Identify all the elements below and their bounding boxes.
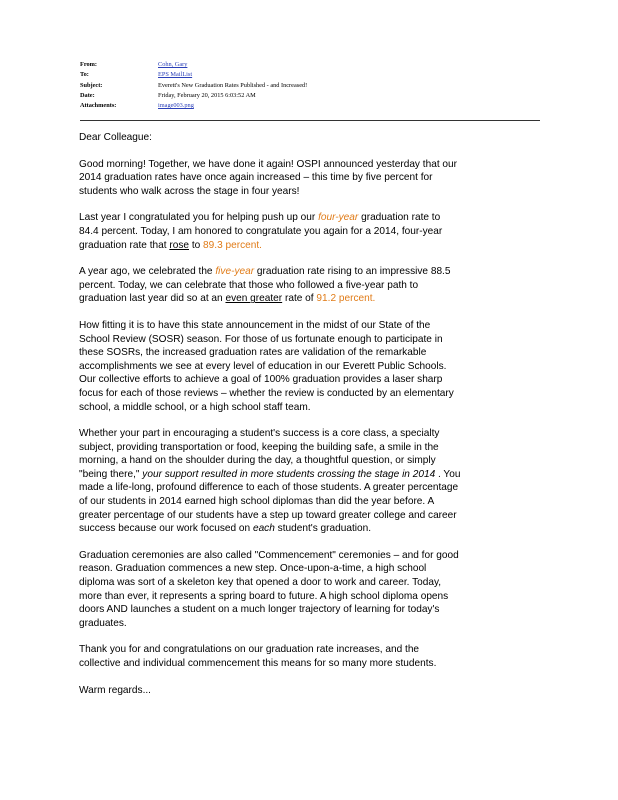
text-line: students who walk across the stage in four years! bbox=[79, 185, 300, 197]
text-line: Thank you for and congratulations on our graduation rate increases, and the bbox=[79, 644, 420, 656]
subject-row bbox=[80, 81, 540, 91]
highlight-five-year: five-year bbox=[215, 266, 255, 278]
text-line: 84.4 percent. Today, I am honored to congratulate you again for a 2014, four-year bbox=[79, 225, 443, 237]
highlight-four-year: four-year bbox=[318, 212, 359, 224]
text-run: graduation last year did so at an bbox=[79, 293, 223, 305]
text-line: School Review (SOSR) season. For those of us fortunate enough to participate in bbox=[79, 333, 443, 345]
text-line: focus for each of those reviews – whether the review is conducted by an elementary bbox=[79, 387, 454, 399]
text-line: Graduation ceremonies are also called "Commencement" ceremonies – and for good bbox=[79, 549, 459, 561]
salutation-text: Dear Colleague: bbox=[79, 132, 152, 143]
subject-value: Everett's New Graduation Rates Published - and Increased! bbox=[158, 81, 308, 89]
text-run: rate of bbox=[284, 293, 314, 305]
text-line: more than ever, it represents a spring board to future. A high school diploma opens bbox=[79, 590, 449, 602]
text-line: of our students in 2014 earned high school diplomas than did the year before. A bbox=[79, 496, 435, 508]
highlight-rate-89: 89.3 percent. bbox=[203, 239, 262, 251]
letter-body bbox=[79, 131, 541, 710]
paragraph-1 bbox=[79, 158, 541, 199]
paragraph-2 bbox=[79, 211, 541, 252]
text-line: school, a middle school, or a high school staff team. bbox=[79, 401, 311, 413]
paragraph-4 bbox=[79, 319, 541, 414]
text-line: greater percentage of our students have a step up toward greater college and career bbox=[79, 509, 457, 521]
paragraph-5 bbox=[79, 427, 541, 536]
text-run: graduation rate rising to an impressive 88.5 bbox=[256, 266, 451, 278]
text-line bbox=[79, 292, 541, 306]
text-line bbox=[79, 239, 541, 253]
text-line: 2014 graduation rates have once again increased – this time by five percent for bbox=[79, 172, 433, 184]
underlined-even-greater: even greater bbox=[225, 293, 283, 305]
text-line: Good morning! Together, we have done it again! OSPI announced yesterday that our bbox=[79, 158, 458, 170]
from-link[interactable]: Cohn, Gary bbox=[158, 61, 188, 68]
to-link[interactable]: EPS MailList bbox=[158, 71, 193, 79]
text-line: Our collective efforts to achieve a goal of 100% graduation provides a laser sharp bbox=[79, 374, 443, 386]
text-line: morning, a hand on the shoulder during the day, a thoughtful question, or simply bbox=[79, 455, 436, 467]
date-label: Date: bbox=[80, 91, 95, 99]
italic-each: each bbox=[252, 523, 275, 535]
text-line: made a life-long, profound difference to each of those students. A greater percentage bbox=[79, 482, 459, 494]
date-row bbox=[80, 91, 540, 101]
text-line: these SOSRs, the increased graduation rates are validation of the remarkable bbox=[79, 347, 427, 359]
text-line bbox=[79, 468, 541, 482]
text-run: student's graduation. bbox=[277, 523, 372, 535]
attachments-label: Attachments: bbox=[80, 102, 117, 110]
text-line: graduates. bbox=[79, 617, 127, 629]
text-line: collective and individual commencement this means for so many more students. bbox=[79, 658, 437, 669]
paragraph-7 bbox=[79, 643, 541, 670]
text-run: graduation rate to bbox=[361, 212, 441, 224]
italic-run: your support resulted in more students crossing the stage in 2014 bbox=[142, 468, 436, 480]
text-line: doors AND launches a student on a much longer trajectory of learning for today's bbox=[79, 604, 440, 616]
paragraph-3 bbox=[79, 265, 541, 306]
salutation bbox=[79, 131, 541, 145]
to-row bbox=[80, 70, 540, 80]
text-line bbox=[79, 265, 541, 279]
subject-label: Subject: bbox=[80, 81, 103, 89]
underlined-rose: rose bbox=[169, 239, 189, 251]
text-line: reason. Graduation commences a new step. Once-upon-a-time, a high school bbox=[79, 563, 427, 575]
text-run: success because our work focused on bbox=[79, 523, 251, 535]
text-line: Whether your part in encouraging a student's success is a core class, a specialty bbox=[79, 428, 440, 440]
text-line: diploma was sort of a skeleton key that opened a door to work and career. Today, bbox=[79, 577, 442, 589]
text-run: . You bbox=[438, 468, 461, 480]
header-divider bbox=[80, 120, 540, 121]
highlight-rate-91: 91.2 percent. bbox=[316, 293, 376, 305]
text-run: Last year I congratulated you for helping push up our bbox=[79, 212, 316, 224]
attachment-link[interactable]: image003.png bbox=[158, 102, 194, 110]
email-header bbox=[80, 60, 540, 111]
text-line bbox=[79, 211, 541, 225]
to-label: To: bbox=[80, 71, 89, 79]
text-line: How fitting it is to have this state announcement in the midst of our State of the bbox=[79, 319, 431, 331]
from-row bbox=[80, 60, 540, 70]
text-run: graduation rate that bbox=[79, 239, 167, 251]
text-line: accomplishments we see at every level of education in our Everett Public Schools. bbox=[79, 360, 447, 372]
closing-text: Warm regards... bbox=[79, 684, 151, 696]
paragraph-6 bbox=[79, 549, 541, 631]
attachments-row bbox=[80, 101, 540, 111]
date-value: Friday, February 20, 2015 6:03:52 AM bbox=[158, 91, 256, 99]
text-line bbox=[79, 522, 541, 536]
text-run: to bbox=[191, 239, 201, 251]
from-label: From: bbox=[80, 61, 98, 68]
closing bbox=[79, 684, 541, 698]
text-line: subject, providing transportation or food, keeping the building safe, a smile in the bbox=[79, 441, 439, 453]
text-line: percent. Today, we can celebrate that those who followed a five-year path to bbox=[79, 279, 419, 291]
text-run: A year ago, we celebrated the bbox=[79, 266, 213, 278]
text-run: "being there," bbox=[79, 468, 140, 480]
